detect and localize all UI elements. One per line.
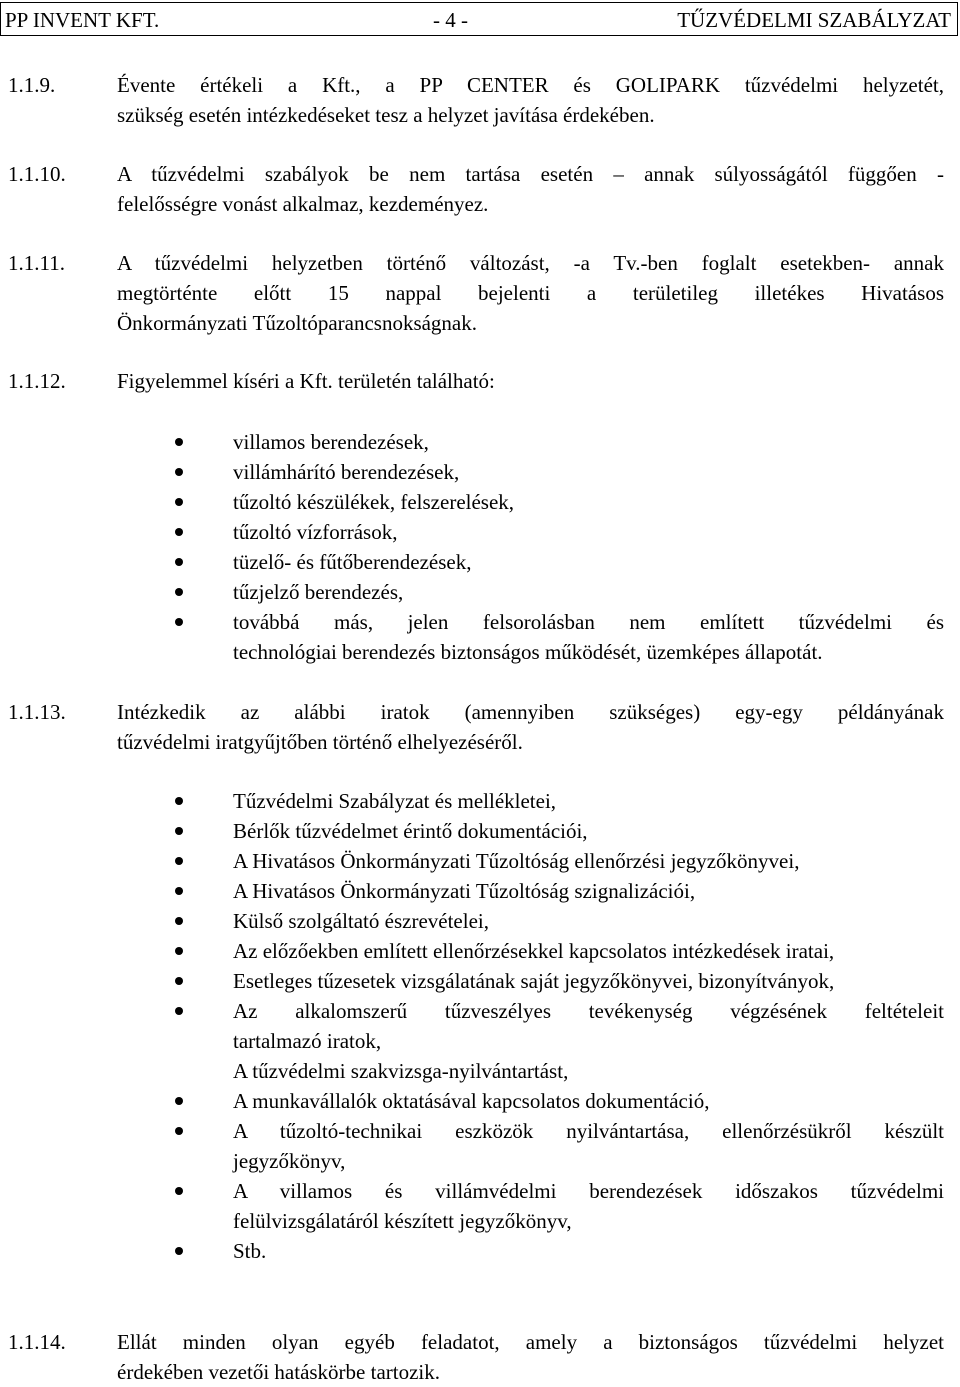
bullet-icon <box>175 857 183 865</box>
text-line: Intézkedik az alábbi iratok (amennyiben szükséges) egy-egy példányának <box>117 700 944 724</box>
list-item <box>0 457 960 487</box>
bullet-icon <box>175 977 183 985</box>
bullet-icon <box>175 917 183 925</box>
section-number: 1.1.13. <box>8 700 66 724</box>
section-text <box>117 70 944 130</box>
list-item-text: tűzoltó vízforrások, <box>233 520 398 544</box>
list-item <box>0 517 960 547</box>
list-item <box>0 427 960 457</box>
list-item <box>0 786 960 816</box>
section-text <box>117 159 944 219</box>
list-item-text: A Hivatásos Önkormányzati Tűzoltóság ellenőrzési jegyzőkönyvei, <box>233 849 800 873</box>
list-item <box>0 936 960 966</box>
text-line: szükség esetén intézkedéseket tesz a helyzet javítása érdekében. <box>117 103 655 127</box>
text-line: tűzvédelmi iratgyűjtőben történő elhelyezéséről. <box>117 730 523 754</box>
list-item <box>0 577 960 607</box>
list-item-text: továbbá más, jelen felsorolásban nem említett tűzvédelmi és <box>233 610 944 634</box>
list-item <box>0 547 960 577</box>
section-number: 1.1.9. <box>8 73 56 97</box>
bullet-icon <box>175 438 183 446</box>
list-item-text: tűzoltó készülékek, felszerelések, <box>233 490 515 514</box>
list-item-text: A munkavállalók oktatásával kapcsolatos dokumentáció, <box>233 1089 710 1113</box>
text-line: Figyelemmel kíséri a Kft. területén található: <box>117 369 495 393</box>
section-text <box>117 366 944 396</box>
text-line: felelősségre vonást alkalmaz, kezdeményez. <box>117 192 489 216</box>
text-line: Évente értékeli a Kft., a PP CENTER és GOLIPARK tűzvédelmi helyzetét, <box>117 73 944 97</box>
list-item-continuation <box>0 1056 960 1086</box>
list-item-continuation <box>0 637 960 667</box>
bullet-icon <box>175 558 183 566</box>
bullet-icon <box>175 618 183 626</box>
list-item-text: tüzelő- és fűtőberendezések, <box>233 550 472 574</box>
bullet-icon <box>175 498 183 506</box>
list-item <box>0 487 960 517</box>
list-item-text: Esetleges tűzesetek vizsgálatának saját jegyzőkönyvei, bizonyítványok, <box>233 969 835 993</box>
list-item-text: technológiai berendezés biztonságos működését, üzemképes állapotát. <box>233 640 823 664</box>
list-item-text: A tűzvédelmi szakvizsga-nyilvántartást, <box>233 1059 569 1083</box>
list-item <box>0 1116 960 1146</box>
section-text <box>117 1327 944 1387</box>
section-number: 1.1.14. <box>8 1330 66 1354</box>
list-item-text: Bérlők tűzvédelmet érintő dokumentációi, <box>233 819 588 843</box>
list-item <box>0 876 960 906</box>
bullet-icon <box>175 827 183 835</box>
bullet-icon <box>175 1097 183 1105</box>
list-item-continuation <box>0 1206 960 1236</box>
bullet-icon <box>175 1187 183 1195</box>
list-item <box>0 1176 960 1206</box>
list-item-text: Az alkalomszerű tűzveszélyes tevékenység végzésének feltételeit <box>233 999 944 1023</box>
list-item <box>0 1236 960 1266</box>
text-line: Ellát minden olyan egyéb feladatot, amely a biztonságos tűzvédelmi helyzet <box>117 1330 944 1354</box>
section-number: 1.1.10. <box>8 162 66 186</box>
list-item-text: tartalmazó iratok, <box>233 1029 382 1053</box>
list-item <box>0 816 960 846</box>
bullet-icon <box>175 468 183 476</box>
bullet-icon <box>175 1247 183 1255</box>
list-item <box>0 846 960 876</box>
list-item-text: Stb. <box>233 1239 267 1263</box>
list-item-text: felülvizsgálatáról készített jegyzőkönyv, <box>233 1209 572 1233</box>
list-item-continuation <box>0 1146 960 1176</box>
list-item-text: tűzjelző berendezés, <box>233 580 404 604</box>
list-item-text: jegyzőkönyv, <box>233 1149 346 1173</box>
list-item-text: Tűzvédelmi Szabályzat és mellékletei, <box>233 789 557 813</box>
list-item-text: A tűzoltó-technikai eszközök nyilvántartása, ellenőrzésükről készült <box>233 1119 944 1143</box>
header-page-number: - 4 - <box>433 8 468 32</box>
header-document-title: TŰZVÉDELMI SZABÁLYZAT <box>677 8 951 32</box>
bullet-icon <box>175 947 183 955</box>
list-item <box>0 906 960 936</box>
text-line: Önkormányzati Tűzoltóparancsnokságnak. <box>117 311 478 335</box>
list-item <box>0 607 960 637</box>
list-item <box>0 996 960 1026</box>
bullet-icon <box>175 797 183 805</box>
list-item-text: villámhárító berendezések, <box>233 460 460 484</box>
section-number: 1.1.11. <box>8 251 65 275</box>
text-line: A tűzvédelmi szabályok be nem tartása esetén – annak súlyosságától függően - <box>117 162 944 186</box>
section-text <box>117 697 944 757</box>
list-item <box>0 1086 960 1116</box>
bullet-icon <box>175 1007 183 1015</box>
list-item-text: Külső szolgáltató észrevételei, <box>233 909 489 933</box>
text-line: A tűzvédelmi helyzetben történő változást, -a Tv.-ben foglalt esetekben- annak <box>117 251 944 275</box>
documents-list <box>0 786 960 1266</box>
bullet-icon <box>175 528 183 536</box>
page-header <box>0 2 958 36</box>
section-number: 1.1.12. <box>8 369 66 393</box>
bullet-icon <box>175 887 183 895</box>
list-item-text: A villamos és villámvédelmi berendezések időszakos tűzvédelmi <box>233 1179 944 1203</box>
list-item <box>0 966 960 996</box>
list-item-text: A Hivatásos Önkormányzati Tűzoltóság szignalizációi, <box>233 879 696 903</box>
text-line: érdekében vezetői hatáskörbe tartozik. <box>117 1360 441 1384</box>
monitored-equipment-list <box>0 427 960 667</box>
section-text <box>117 248 944 338</box>
bullet-icon <box>175 588 183 596</box>
header-company: PP INVENT KFT. <box>5 8 160 32</box>
text-line: megtörténte előtt 15 nappal bejelenti a területileg illetékes Hivatásos <box>117 281 944 305</box>
bullet-icon <box>175 1127 183 1135</box>
list-item-continuation <box>0 1026 960 1056</box>
list-item-text: villamos berendezések, <box>233 430 429 454</box>
list-item-text: Az előzőekben említett ellenőrzésekkel kapcsolatos intézkedések iratai, <box>233 939 835 963</box>
